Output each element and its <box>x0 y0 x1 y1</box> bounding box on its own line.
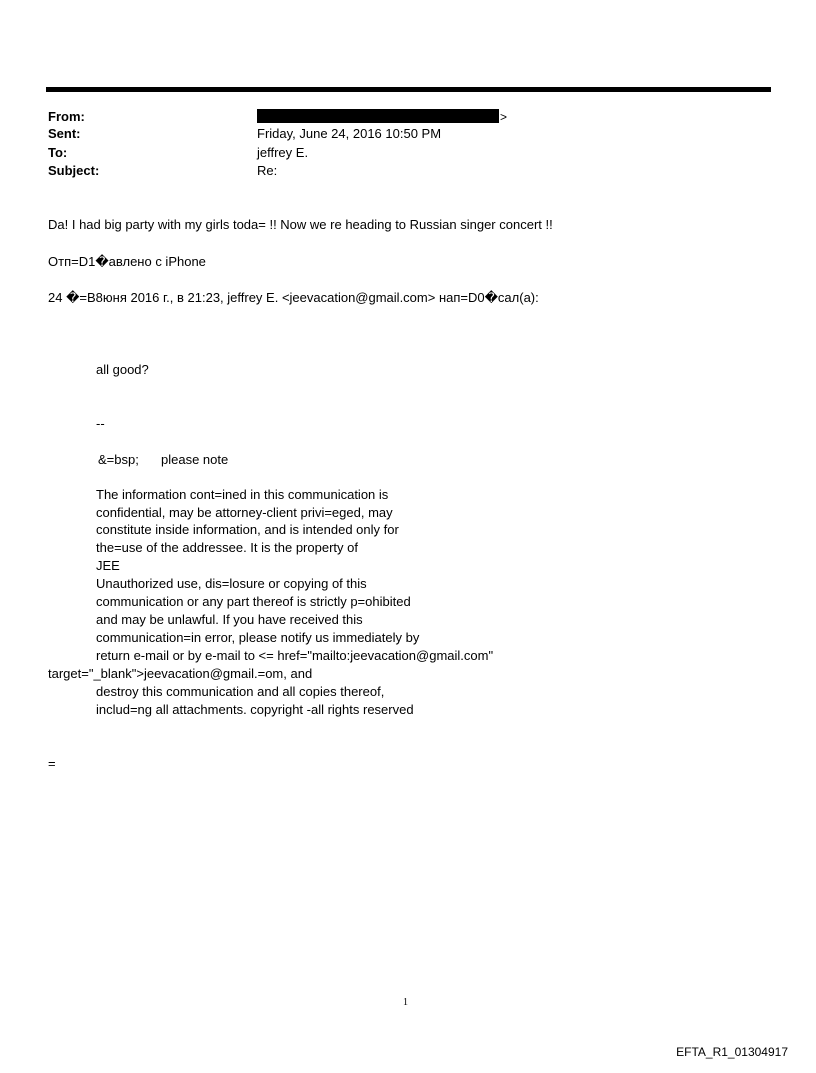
quoted-question: all good? <box>96 362 149 377</box>
quote-intro-line: 24 �=B8юня 2016 г., в 21:23, jeffrey E. <jeevacation@gmail.com> нап=D0�сал(а): <box>48 290 539 305</box>
header-top-rule <box>46 87 771 92</box>
trailing-equals: = <box>48 756 56 771</box>
disclaimer-line: The information cont=ined in this communication is <box>96 487 389 502</box>
disclaimer-line: return e-mail or by e-mail to <= href="mailto:jeevacation@gmail.com" <box>96 648 494 663</box>
sent-label: Sent: <box>48 126 81 141</box>
disclaimer-line: communication or any part thereof is strictly p=ohibited <box>96 594 411 609</box>
from-suffix: > <box>500 110 508 124</box>
from-label: From: <box>48 109 85 124</box>
disclaimer-line: the=use of the addressee. It is the property of <box>96 540 358 555</box>
disclaimer-line: communication=in error, please notify us immediately by <box>96 630 420 645</box>
disclaimer-wrap-line: target="_blank">jeevacation@gmail.=om, and <box>48 666 313 681</box>
disclaimer-line: constitute inside information, and is intended only for <box>96 522 399 537</box>
subject-label: Subject: <box>48 163 100 178</box>
disclaimer-line: JEE <box>96 558 120 573</box>
bates-number: EFTA_R1_01304917 <box>676 1045 788 1059</box>
to-value: jeffrey E. <box>257 145 309 160</box>
from-redaction-bar <box>257 109 499 123</box>
disclaimer-line: and may be unlawful. If you have received this <box>96 612 363 627</box>
to-label: To: <box>48 145 68 160</box>
sent-value: Friday, June 24, 2016 10:50 PM <box>257 126 442 141</box>
disclaimer-line: Unauthorized use, dis=losure or copying of this <box>96 576 367 591</box>
sent-from-line: Отп=D1�авлено с iPhone <box>48 254 206 269</box>
signature-dashes: -- <box>96 416 105 431</box>
disclaimer-line: confidential, may be attorney-client privi=eged, may <box>96 505 393 520</box>
page-number: 1 <box>403 997 408 1008</box>
please-note-text: please note <box>161 452 229 467</box>
reply-text: Da! I had big party with my girls toda= !! Now we re heading to Russian singer concert !! <box>48 217 553 232</box>
subject-value: Re: <box>257 163 278 178</box>
disclaimer-line: includ=ng all attachments. copyright -all rights reserved <box>96 702 414 717</box>
disclaimer-line: destroy this communication and all copies thereof, <box>96 684 385 699</box>
nbsp-entity-text: &=bsp; <box>98 452 139 467</box>
